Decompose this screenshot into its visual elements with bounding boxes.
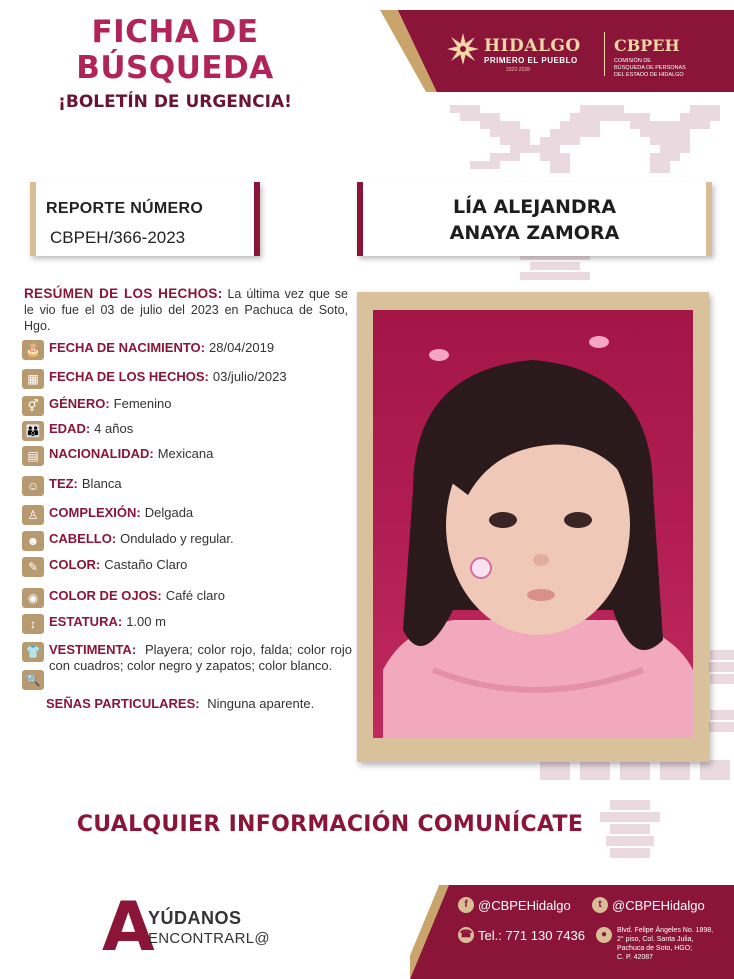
field-value: Femenino (113, 396, 172, 411)
phone-number: Tel.: 771 130 7436 (478, 927, 585, 943)
field-value: Mexicana (157, 446, 214, 461)
field-label: NACIONALIDAD: (49, 446, 154, 461)
field-label: ESTATURA: (49, 614, 123, 629)
ayudanos-big-letter: A (102, 888, 155, 967)
field-value: 28/04/2019 (209, 340, 275, 355)
id-card-icon: ▤ (22, 446, 44, 466)
field-value: Blanca (81, 476, 122, 491)
field-value: Castaño Claro (104, 557, 188, 572)
twitter-handle: @CBPEHidalgo (612, 897, 705, 913)
summary-text: La última vez que se le vio fue el 03 de julio del 2023 en Pachuca de Soto, Hgo. (24, 287, 348, 333)
logo-separator (604, 32, 605, 76)
age-people-icon: 👪 (22, 421, 44, 441)
person-name-card (357, 182, 712, 256)
logo-cbpeh-text: CBPEH (614, 36, 680, 55)
report-number-card (30, 182, 260, 256)
field-height (22, 614, 352, 634)
field-gender (22, 396, 352, 416)
field-label: VESTIMENTA: (49, 642, 137, 657)
hair-icon: ☻ (22, 531, 44, 551)
twitter-contact[interactable] (592, 897, 705, 913)
field-value: 4 años (94, 421, 134, 436)
field-label: CABELLO: (49, 531, 117, 546)
portrait-illustration (373, 310, 693, 738)
field-label: FECHA DE NACIMIENTO: (49, 340, 205, 355)
logo-desc-line: COMISIÓN DE (614, 58, 651, 64)
field-label: GÉNERO: (49, 396, 110, 411)
face-profile-icon: ☺ (22, 476, 44, 496)
field-label: COLOR: (49, 557, 101, 572)
field-value: Delgada (144, 505, 194, 520)
decorative-bird-pattern (430, 95, 730, 185)
calendar-icon: ▦ (22, 369, 44, 389)
eye-icon: ◉ (22, 588, 44, 608)
field-value: Ondulado y regular. (120, 531, 234, 546)
field-value: Playera; color rojo, falda; color rojo con cuadros; color negro y zapatos; color blanco. (49, 642, 352, 673)
hidalgo-star-logo (446, 32, 480, 66)
address-line: 2° piso, Col. Santa Julia, (617, 936, 694, 943)
address-line: Pachuca de Soto, HGO; (617, 945, 693, 952)
gender-icon: ⚥ (22, 396, 44, 416)
field-eye-color (22, 588, 352, 608)
logo-desc-line: BÚSQUEDA DE PERSONAS (614, 65, 686, 71)
body-icon: ♙ (22, 505, 44, 525)
facebook-handle: @CBPEHidalgo (478, 897, 571, 913)
field-build (22, 505, 352, 525)
missing-person-photo (373, 310, 693, 738)
field-clothing (22, 642, 352, 674)
logo-hidalgo-text: HIDALGO (484, 36, 581, 56)
logo-description (614, 58, 724, 79)
location-pin-icon: ● (596, 927, 612, 943)
clothing-icon: 👕 (22, 642, 44, 662)
height-icon: ↕ (22, 614, 44, 634)
birthday-cake-icon: 🎂 (22, 340, 44, 360)
contact-footer (410, 885, 734, 979)
field-label: FECHA DE LOS HECHOS: (49, 369, 209, 384)
address-line: Blvd. Felipe Ángeles No. 1898, (617, 927, 714, 934)
phone-icon: ☎ (458, 927, 474, 943)
ayudanos-line1: YÚDANOS (148, 908, 242, 928)
facebook-contact[interactable] (458, 897, 571, 913)
person-name-line1: LÍA ALEJANDRA (452, 196, 617, 218)
field-label: TEZ: (49, 476, 78, 491)
logo-years: 2022-2028 (506, 67, 530, 73)
field-age (22, 421, 352, 441)
contact-call-to-action: CUALQUIER INFORMACIÓN COMUNÍCATE (76, 812, 584, 837)
field-color (22, 557, 352, 577)
magnifier-icon: 🔍 (22, 670, 44, 690)
facebook-icon: f (458, 897, 474, 913)
field-value: 03/julio/2023 (212, 369, 287, 384)
decorative-pattern-right (520, 252, 600, 288)
phone-contact[interactable] (458, 927, 585, 943)
field-event-date (22, 369, 352, 389)
report-number: CBPEH/366-2023 (50, 228, 186, 247)
facts-summary (24, 286, 348, 334)
field-distinguishing-marks (46, 696, 314, 711)
clothing-text (49, 642, 352, 674)
institution-banner (380, 10, 734, 92)
field-value: 1.00 m (126, 614, 166, 629)
field-value: Café claro (165, 588, 225, 603)
field-birthdate (22, 340, 352, 360)
urgency-subtitle: ¡BOLETÍN DE URGENCIA! (58, 92, 292, 112)
office-address (617, 926, 729, 962)
field-label: COLOR DE OJOS: (49, 588, 162, 603)
address-line: C. P. 42087 (617, 954, 654, 961)
logo-slogan: PRIMERO EL PUEBLO (484, 56, 578, 65)
color-icon: ✎ (22, 557, 44, 577)
ayudanos-line2: ENCONTRARL@ (148, 930, 270, 947)
field-hair (22, 531, 352, 551)
person-name-line2: ANAYA ZAMORA (449, 222, 620, 244)
field-label: EDAD: (49, 421, 91, 436)
field-label: COMPLEXIÓN: (49, 505, 141, 520)
photo-frame (357, 292, 709, 762)
field-skin-tone (22, 476, 352, 496)
title-line2: BÚSQUEDA (76, 50, 274, 86)
title-block (40, 14, 310, 112)
field-label: SEÑAS PARTICULARES: (46, 696, 200, 711)
title-line1: FICHA DE (91, 14, 259, 50)
twitter-icon: t (592, 897, 608, 913)
logo-desc-line: DEL ESTADO DE HIDALGO (614, 72, 684, 78)
summary-label: RESÚMEN DE LOS HECHOS: (24, 286, 223, 301)
field-value: Ninguna aparente. (207, 696, 315, 711)
report-label: REPORTE NÚMERO (46, 200, 204, 217)
field-nationality (22, 446, 352, 466)
